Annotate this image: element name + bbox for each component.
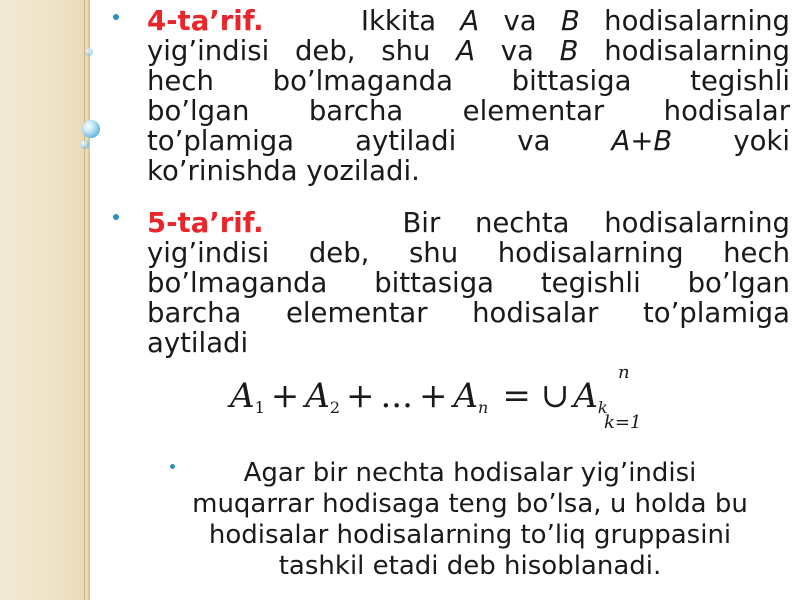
- definition-5-term: 5-ta’rif.: [147, 207, 264, 239]
- definition-4-line: hech bo’lmaganda bittasiga tegishli: [147, 65, 790, 97]
- definition-5-line: aytiladi: [147, 327, 249, 359]
- note-line: muqarrar hodisaga teng bo’lsa, u holda bu: [192, 489, 748, 519]
- definition-4-line: ko’rinishda yoziladi.: [147, 155, 420, 187]
- definition-5: [147, 208, 790, 358]
- definition-5-line: yig’indisi deb, shu hodisalarning hech: [147, 237, 790, 269]
- definition-4-term: 4-ta’rif.: [147, 5, 264, 37]
- formula-expression: $A_1 + A_2$ + ... + $A_n$ = ∪ $A_k$: [230, 376, 608, 417]
- definition-4-line: to’plamiga aytiladi va A+B yoki: [147, 125, 790, 157]
- bullet-icon: [113, 14, 119, 20]
- bullet-icon: [113, 214, 119, 220]
- definition-5-line: barcha elementar hodisalar to’plamiga: [147, 297, 790, 329]
- definition-5-line: 5-ta’rif. Bir nechta hodisalarning: [147, 207, 790, 239]
- note-line: tashkil etadi deb hisoblanadi.: [278, 551, 662, 581]
- sum-formula: [230, 362, 710, 442]
- decorative-sidebar: [0, 0, 90, 600]
- definition-4-line: 4-ta’rif. Ikkita A va B hodisalarning: [147, 5, 790, 37]
- definition-5-line: bo’lmaganda bittasiga tegishli bo’lgan: [147, 267, 790, 299]
- decorative-bubble: [82, 120, 100, 138]
- note-paragraph: [150, 458, 790, 582]
- definition-4-line: yig’indisi deb, shu A va B hodisalarning: [147, 35, 791, 67]
- definition-4: [147, 6, 790, 186]
- sidebar-divider: [84, 0, 85, 600]
- union-upper-limit: n: [618, 362, 630, 383]
- note-line: Agar bir nechta hodisalar yig’indisi: [243, 458, 697, 488]
- union-lower-limit: k=1: [604, 412, 642, 433]
- union-symbol: ∪: [540, 376, 570, 416]
- decorative-bubble: [85, 48, 93, 56]
- definition-4-line: bo’lgan barcha elementar hodisalar: [147, 95, 790, 127]
- note-line: hodisalar hodisalarning to’liq gruppasini: [208, 520, 732, 550]
- decorative-bubble: [80, 140, 89, 149]
